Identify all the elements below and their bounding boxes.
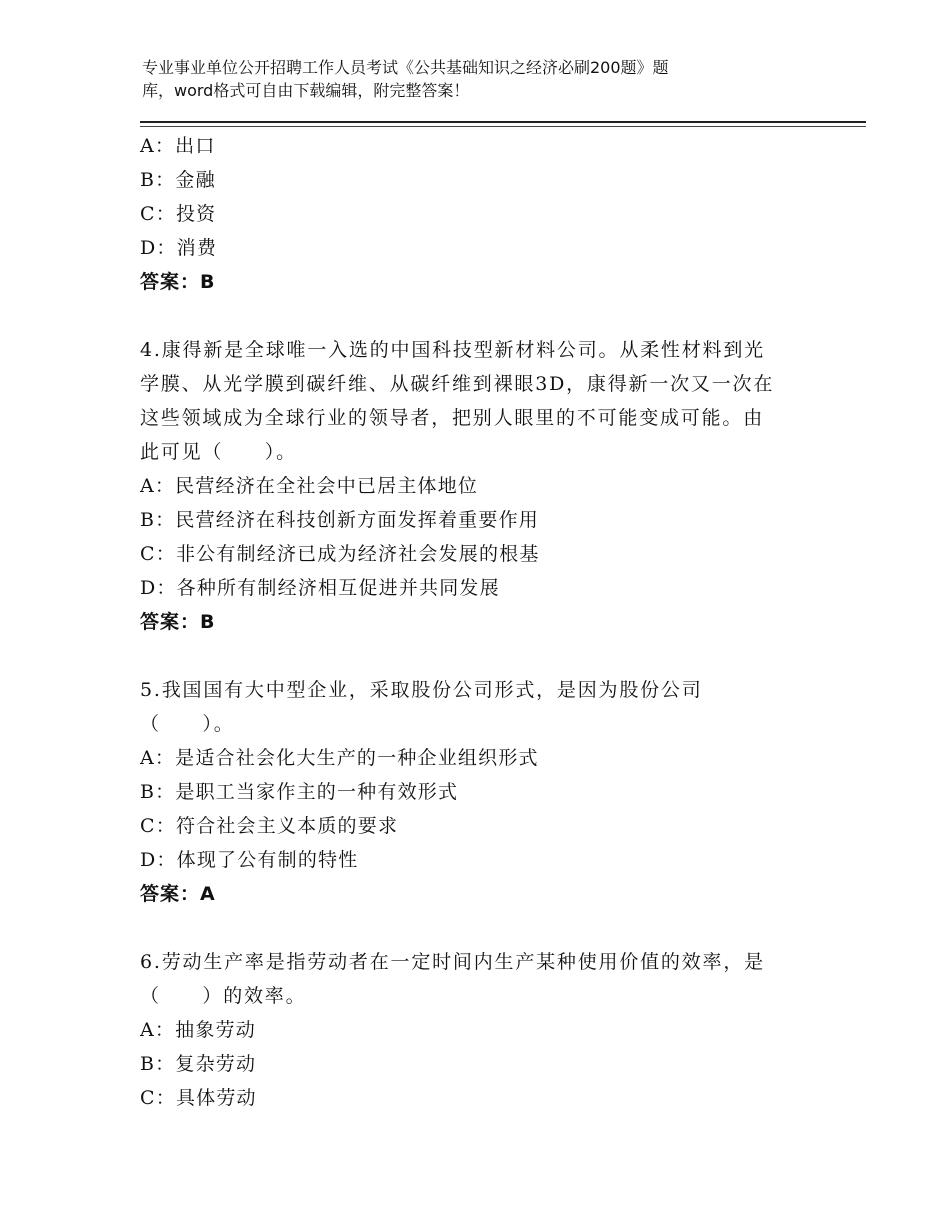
option-c: C：非公有制经济已成为经济社会发展的根基 xyxy=(140,543,540,565)
question-block-prev xyxy=(140,129,820,299)
document-body xyxy=(140,129,820,1115)
option-a: A：出口 xyxy=(140,135,216,157)
question-block-5 xyxy=(140,673,820,911)
option-d: D：体现了公有制的特性 xyxy=(140,849,359,871)
spacer xyxy=(140,911,820,945)
option-c: C：投资 xyxy=(140,203,217,225)
option-d: D：各种所有制经济相互促进并共同发展 xyxy=(140,577,500,599)
question-stem-line: 4.康得新是全球唯一入选的中国科技型新材料公司。从柔性材料到光 xyxy=(140,339,765,361)
spacer xyxy=(140,299,820,333)
option-a: A：抽象劳动 xyxy=(140,1019,256,1041)
question-stem-line: 此可见（ ）。 xyxy=(140,441,297,463)
question-block-6 xyxy=(140,945,820,1115)
header-title-line-2: 库，word格式可自由下载编辑，附完整答案！ xyxy=(142,81,470,100)
option-c: C：具体劳动 xyxy=(140,1087,257,1109)
option-b: B：复杂劳动 xyxy=(140,1053,257,1075)
header-title-line-1: 专业事业单位公开招聘工作人员考试《公共基础知识之经济必刷200题》题 xyxy=(142,58,669,77)
answer-line: 答案：B xyxy=(140,271,216,293)
header-divider xyxy=(140,121,866,123)
option-b: B：民营经济在科技创新方面发挥着重要作用 xyxy=(140,509,539,531)
option-a: A：民营经济在全社会中已居主体地位 xyxy=(140,475,479,497)
header-divider-thin xyxy=(140,126,866,127)
question-stem-line: （ ）。 xyxy=(140,713,235,735)
option-c: C：符合社会主义本质的要求 xyxy=(140,815,399,837)
question-stem-line: 这些领域成为全球行业的领导者，把别人眼里的不可能变成可能。由 xyxy=(140,407,765,429)
option-b: B：是职工当家作主的一种有效形式 xyxy=(140,781,459,803)
question-stem-line: 5.我国国有大中型企业，采取股份公司形式，是因为股份公司 xyxy=(140,679,703,701)
question-block-4 xyxy=(140,333,820,639)
question-stem-line: 6.劳动生产率是指劳动者在一定时间内生产某种使用价值的效率，是 xyxy=(140,951,765,973)
spacer xyxy=(140,639,820,673)
option-b: B：金融 xyxy=(140,169,216,191)
option-d: D：消费 xyxy=(140,237,218,259)
option-a: A：是适合社会化大生产的一种企业组织形式 xyxy=(140,747,539,769)
answer-line: 答案：B xyxy=(140,611,216,633)
answer-line: 答案：A xyxy=(140,883,216,905)
document-header xyxy=(142,56,782,102)
question-stem-line: （ ）的效率。 xyxy=(140,985,307,1007)
question-stem-line: 学膜、从光学膜到碳纤维、从碳纤维到裸眼3D，康得新一次又一次在 xyxy=(140,373,775,395)
